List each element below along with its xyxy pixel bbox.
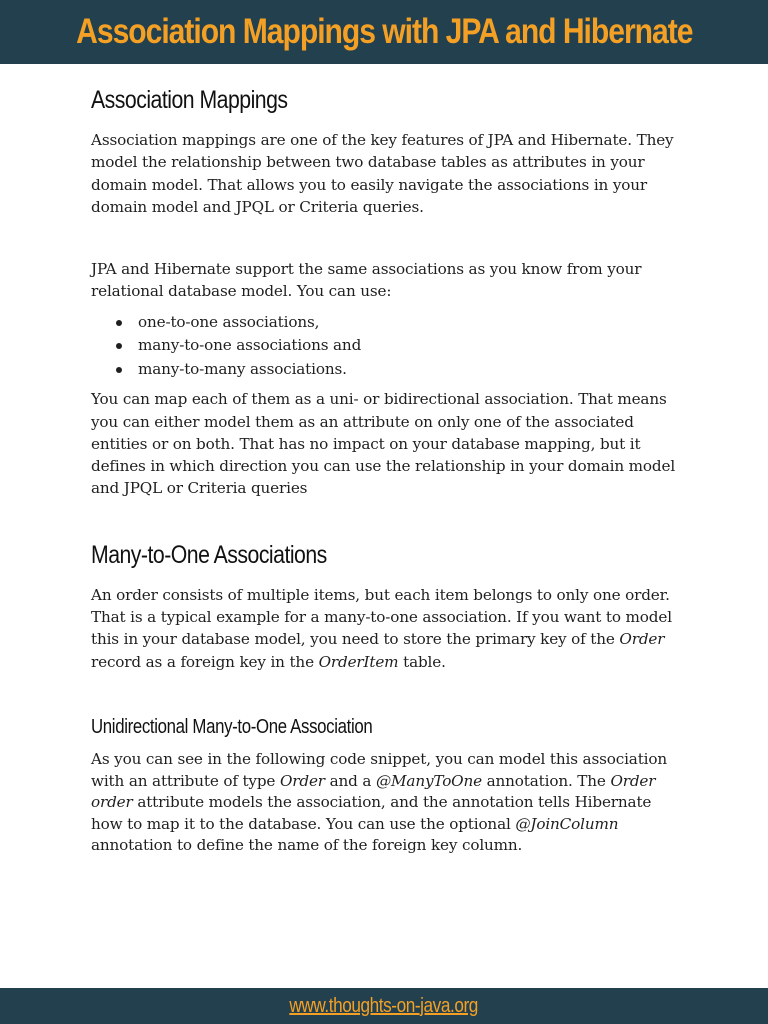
bullet-icon <box>116 367 122 373</box>
bullet-icon <box>116 343 122 349</box>
list-item: many-to-one associations and <box>91 334 681 358</box>
paragraph-directionality: You can map each of them as a uni- or bidirectional association. That means you can either model them as an attribute on only one of the associated entities or on both. That has no impact on your database mapping, but it defines in which direction you can use the relationship in your domain model and JPQL or Criteria queries <box>91 390 676 498</box>
section-heading-association-mappings: Association Mappings <box>91 86 288 114</box>
document-body <box>91 86 681 857</box>
paragraph-many-to-one-example: An order consists of multiple items, but each item belongs to only one order. That is a typical example for a many-to-one association. If you want to model this in your database model, you need to store the primary key of the Order record as a foreign key in the OrderItem table. <box>91 585 672 671</box>
paragraph-unidirectional: As you can see in the following code snippet, you can model this association with an attribute of type Order and a @ManyToOne annotation. The Order order attribute models the association, and the annotation tells Hibernate how to map it to the database. You can use the optional @JoinColumn annotation to define the name of the foreign key column. <box>91 749 667 855</box>
title-banner <box>0 0 768 64</box>
paragraph-supported-associations: JPA and Hibernate support the same associations as you know from your relational database model. You can use: <box>91 260 642 301</box>
list-item: one-to-one associations, <box>91 311 681 335</box>
website-link[interactable]: www.thoughts-on-java.org <box>289 994 479 1017</box>
bullet-icon <box>116 320 122 326</box>
subsection-heading-unidirectional: Unidirectional Many-to-One Association <box>91 715 373 738</box>
list-item: many-to-many associations. <box>91 358 681 382</box>
footer-banner <box>0 988 768 1024</box>
association-types-list <box>91 311 681 382</box>
paragraph-intro: Association mappings are one of the key features of JPA and Hibernate. They model the relationship between two database tables as attributes in your domain model. That allows you to easily navigate the associations in your domain model and JPQL or Criteria queries. <box>91 131 674 216</box>
section-heading-many-to-one: Many-to-One Associations <box>91 540 327 569</box>
document-title: Association Mappings with JPA and Hibernate <box>75 12 693 51</box>
